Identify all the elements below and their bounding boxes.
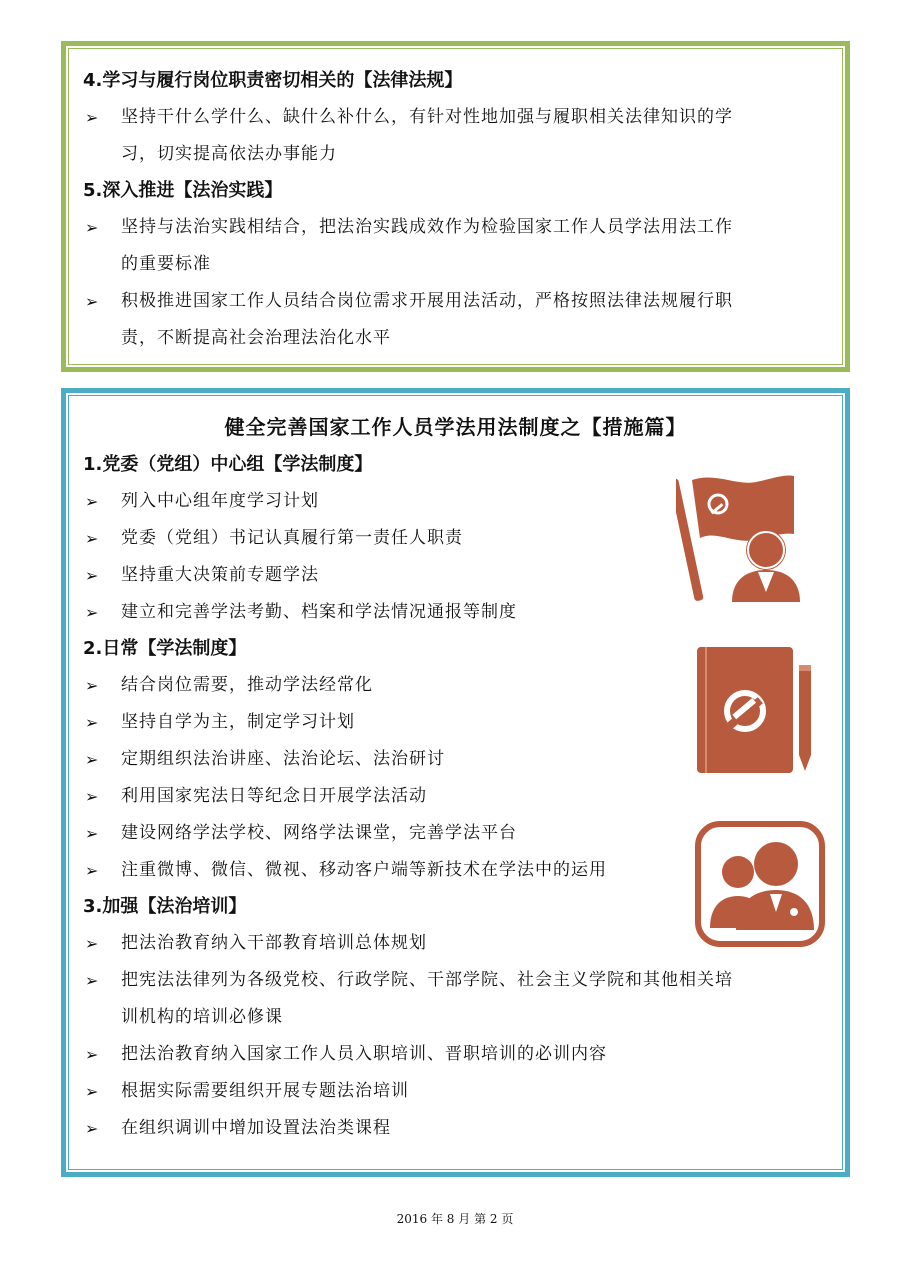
section-heading-5: 5.深入推进【法治实践】 [83, 180, 283, 201]
arrow-bullet-icon: ➢ [85, 713, 100, 732]
arrow-bullet-icon: ➢ [85, 529, 100, 548]
list-item: ➢ 根据实际需要组织开展专题法治培训 [83, 1073, 828, 1110]
arrow-bullet-icon: ➢ [85, 934, 100, 953]
arrow-bullet-icon: ➢ [85, 603, 100, 622]
arrow-bullet-icon: ➢ [85, 218, 100, 237]
arrow-bullet-icon: ➢ [85, 750, 100, 769]
list-item: ➢ 坚持自学为主，制定学习计划 [83, 704, 828, 741]
top-section-box [61, 41, 850, 372]
list-item: ➢ 把法治教育纳入干部教育培训总体规划 [83, 925, 828, 962]
party-flag-person-icon [676, 472, 816, 604]
list-item: ➢ 党委（党组）书记认真履行第一责任人职责 [83, 520, 828, 557]
list-item: ➢ 在组织调训中增加设置法治类课程 [83, 1110, 828, 1147]
arrow-bullet-icon: ➢ [85, 861, 100, 880]
list-item: ➢ 结合岗位需要，推动学法经常化 [83, 667, 828, 704]
list-item: ➢ 积极推进国家工作人员结合岗位需求开展用法活动，严格按照法律法规履行职 责，不断提高社会治理法治化水平 [83, 283, 828, 357]
arrow-bullet-icon: ➢ [85, 492, 100, 511]
party-notebook-pencil-icon [695, 645, 817, 775]
list-item: ➢ 利用国家宪法日等纪念日开展学法活动 [83, 778, 828, 815]
arrow-bullet-icon: ➢ [85, 108, 100, 127]
section-heading-4: 4.学习与履行岗位职责密切相关的【法律法规】 [83, 70, 463, 91]
arrow-bullet-icon: ➢ [85, 787, 100, 806]
section-heading-2: 2.日常【学法制度】 [83, 638, 247, 659]
list-item: ➢ 注重微博、微信、微视、移动客户端等新技术在学法中的运用 [83, 852, 828, 889]
arrow-bullet-icon: ➢ [85, 971, 100, 990]
arrow-bullet-icon: ➢ [85, 292, 100, 311]
arrow-bullet-icon: ➢ [85, 1082, 100, 1101]
list-item: ➢ 定期组织法治讲座、法治论坛、法治研讨 [83, 741, 828, 778]
arrow-bullet-icon: ➢ [85, 676, 100, 695]
list-item: ➢ 建立和完善学法考勤、档案和学法情况通报等制度 [83, 594, 828, 631]
list-item: ➢ 坚持与法治实践相结合，把法治实践成效作为检验国家工作人员学法用法工作 的重要标准 [83, 209, 828, 283]
arrow-bullet-icon: ➢ [85, 566, 100, 585]
section-heading-1: 1.党委（党组）中心组【学法制度】 [83, 454, 373, 475]
list-item: ➢ 坚持重大决策前专题学法 [83, 557, 828, 594]
page-title: 健全完善国家工作人员学法用法制度之【措施篇】 [224, 415, 687, 439]
list-item: ➢ 把法治教育纳入国家工作人员入职培训、晋职培训的必训内容 [83, 1036, 828, 1073]
two-people-icon [694, 820, 826, 948]
section-heading-3: 3.加强【法治培训】 [83, 896, 247, 917]
arrow-bullet-icon: ➢ [85, 824, 100, 843]
list-item: ➢ 把宪法法律列为各级党校、行政学院、干部学院、社会主义学院和其他相关培 训机构的培训必修课 [83, 962, 828, 1036]
list-item: ➢ 列入中心组年度学习计划 [83, 483, 828, 520]
top-section-content [83, 63, 828, 357]
page-footer: 2016 年 8 月 第 2 页 [396, 1212, 514, 1226]
list-item: ➢ 坚持干什么学什么、缺什么补什么，有针对性地加强与履职相关法律知识的学 习，切实提高依法办事能力 [83, 99, 828, 173]
arrow-bullet-icon: ➢ [85, 1045, 100, 1064]
list-item: ➢ 建设网络学法学校、网络学法课堂，完善学法平台 [83, 815, 828, 852]
arrow-bullet-icon: ➢ [85, 1119, 100, 1138]
